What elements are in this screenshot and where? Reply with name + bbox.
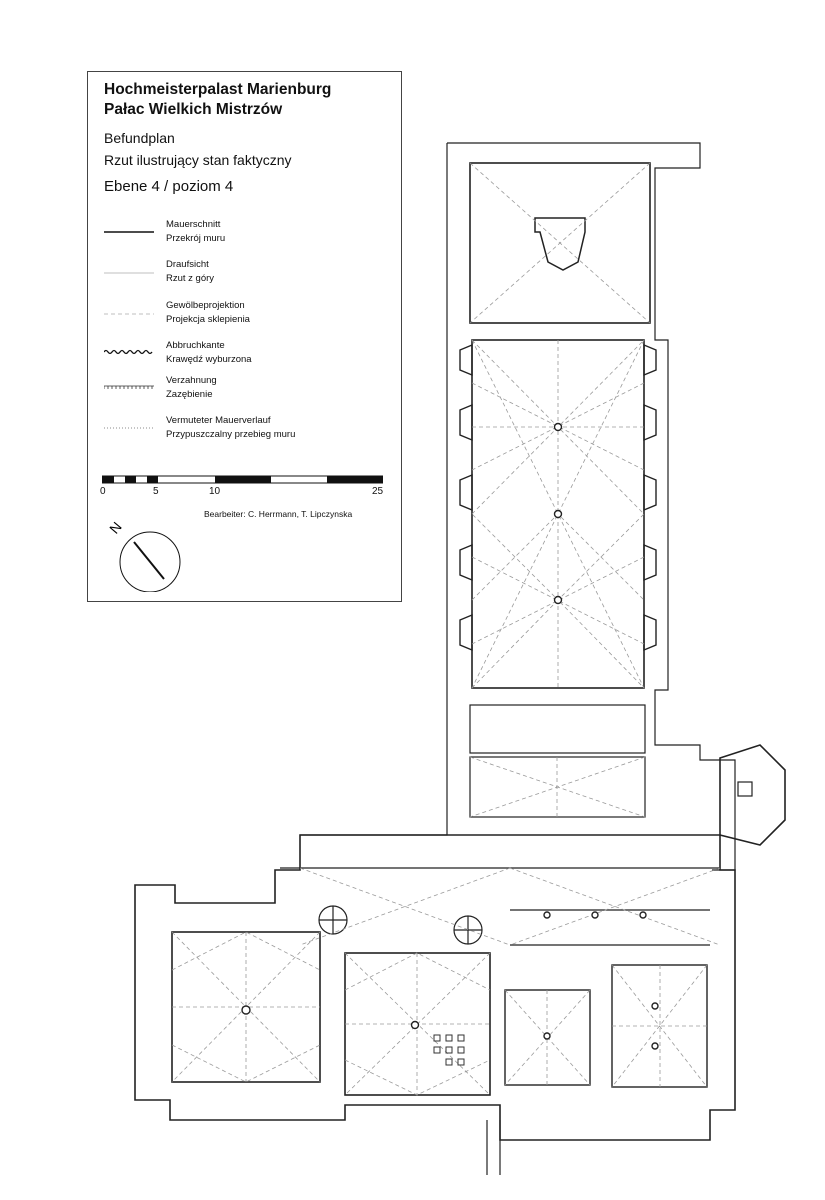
scale-tick-5: 5 [153, 486, 159, 497]
scale-tick-25: 25 [372, 486, 384, 497]
credit-text: Bearbeiter: C. Herrmann, T. Lipczynska [204, 509, 353, 519]
north-label: N [106, 518, 125, 537]
legend-label-de: Verzahnung [166, 375, 217, 386]
legend-symbol-assumed-wall [104, 425, 154, 431]
north-arrow [104, 512, 184, 592]
legend-label-pl: Krawędź wyburzona [166, 354, 252, 365]
north-wing-wall [447, 143, 735, 870]
legend-symbol-demolition-edge [104, 348, 154, 356]
legend-label-de: Vermuteter Mauerverlauf [166, 415, 271, 426]
scale-bar [102, 475, 384, 485]
legend-item-vault [166, 299, 250, 327]
legend-item-wall-section [166, 218, 225, 246]
legend-item-top-view [166, 258, 214, 286]
title-polish: Pałac Wielkich Mistrzów [104, 101, 283, 118]
legend-item-demolition-edge [166, 339, 252, 367]
legend-label-pl: Przekrój muru [166, 233, 226, 244]
legend-item-assumed-wall [166, 414, 295, 442]
level-label: Ebene 4 / poziom 4 [104, 178, 234, 195]
legend-label-de: Draufsicht [166, 259, 209, 270]
legend-label-pl: Rzut z góry [166, 273, 215, 284]
legend-label-pl: Projekcja sklepienia [166, 314, 250, 325]
legend-symbol-wall-section [104, 229, 154, 235]
subtitle-german: Befundplan [104, 130, 175, 146]
legend-panel [87, 71, 402, 602]
subtitle-polish: Rzut ilustrujący stan faktyczny [104, 152, 292, 168]
legend-label-de: Gewölbeprojektion [166, 300, 245, 311]
legend-symbol-toothing [104, 383, 154, 391]
corridor-south [280, 868, 720, 945]
legend-symbol-vault [104, 311, 154, 317]
throne-feature [535, 218, 585, 270]
corridor-room [470, 705, 645, 753]
scale-tick-0: 0 [100, 486, 106, 497]
legend-label-de: Abbruchkante [166, 340, 225, 351]
legend-item-toothing [166, 374, 217, 402]
scale-tick-10: 10 [209, 486, 221, 497]
legend-label-pl: Przypuszczalny przebieg muru [166, 429, 296, 440]
title-german: Hochmeisterpalast Marienburg [104, 81, 332, 98]
legend-symbol-top-view [104, 270, 154, 276]
legend-label-pl: Zazębienie [166, 389, 213, 400]
legend-label-de: Mauerschnitt [166, 219, 221, 230]
